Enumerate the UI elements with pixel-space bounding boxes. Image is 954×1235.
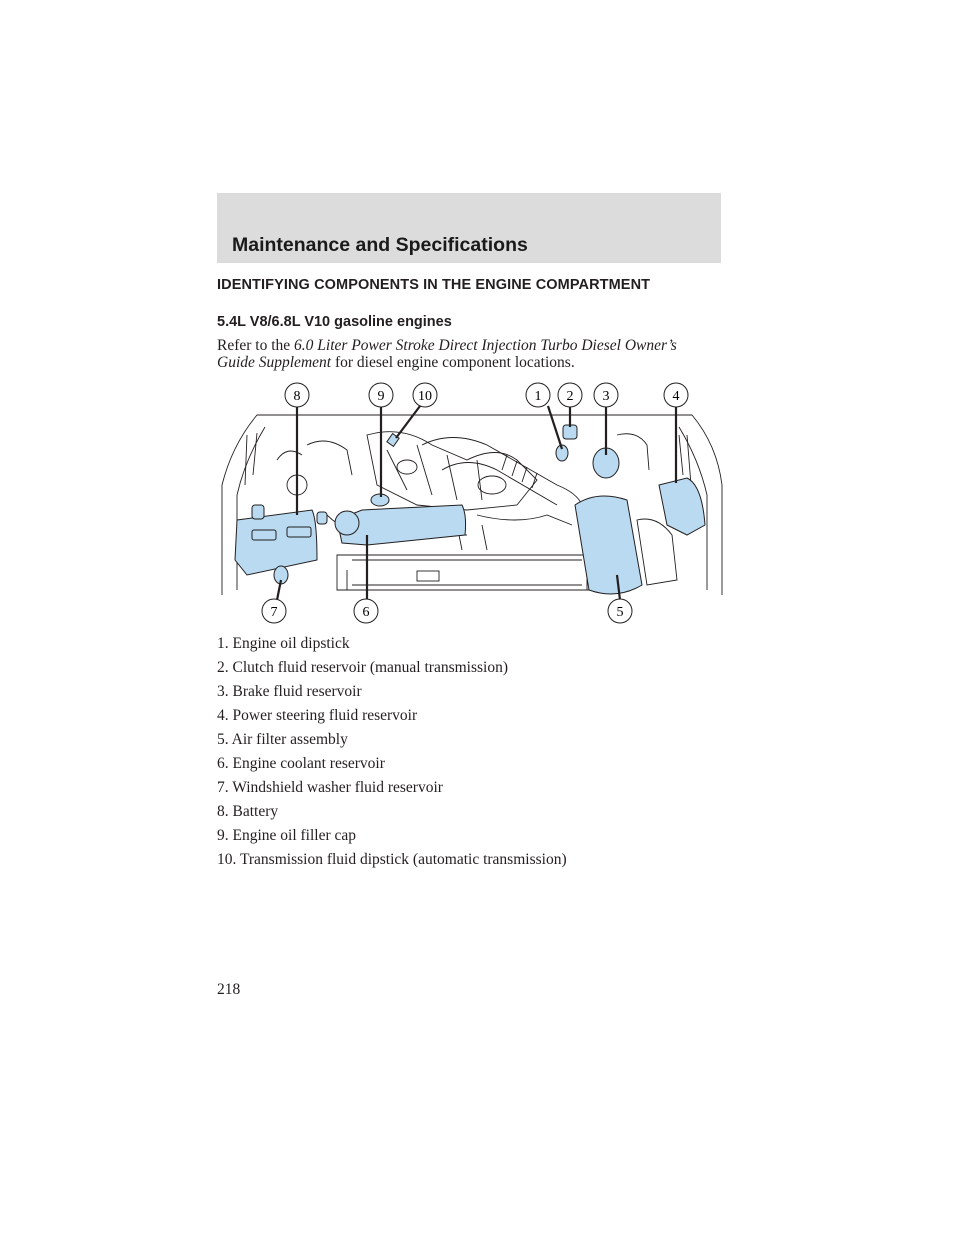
callout-6-label: 6: [362, 605, 370, 620]
callout-4-label: 4: [672, 389, 680, 404]
legend-item: 2. Clutch fluid reservoir (manual transmission): [217, 659, 508, 676]
callout-8: [285, 383, 309, 407]
intro-after: for diesel engine component locations.: [331, 354, 575, 371]
air-filter-shape: [575, 496, 642, 594]
callout-2: [558, 383, 582, 407]
legend-item: 1. Engine oil dipstick: [217, 635, 350, 652]
intro-before: Refer to the: [217, 337, 295, 354]
battery-cell-2: [287, 527, 311, 537]
callout-10-label: 10: [418, 389, 432, 404]
page-number: 218: [217, 981, 241, 998]
power-steering-reservoir-shape: [659, 478, 705, 535]
legend-item: 5. Air filter assembly: [217, 731, 348, 748]
callout-3: [594, 383, 618, 407]
callout-5: [608, 599, 632, 623]
intro-italic-title: 6.0 Liter Power Stroke Direct Injection Turbo Diesel Owner’s Guide Supplement: [217, 337, 677, 371]
callout-8-label: 8: [293, 389, 301, 404]
legend-item: 9. Engine oil filler cap: [217, 827, 357, 844]
section-heading: IDENTIFYING COMPONENTS IN THE ENGINE COMPARTMENT: [217, 277, 651, 293]
callout-5-label: 5: [616, 605, 624, 620]
callout-7-label: 7: [270, 605, 278, 620]
callout-9: [369, 383, 393, 407]
coolant-cap-shape: [335, 511, 359, 535]
legend-item: 3. Brake fluid reservoir: [217, 683, 362, 700]
callout-1: [526, 383, 550, 407]
engine-subheading: 5.4L V8/6.8L V10 gasoline engines: [217, 314, 452, 330]
battery-post-left: [252, 505, 264, 519]
battery-shape: [235, 510, 317, 575]
callout-10: [413, 383, 437, 407]
callout-1-label: 1: [534, 389, 542, 404]
header-band: [217, 193, 721, 263]
legend-item: 7. Windshield washer fluid reservoir: [217, 779, 443, 796]
legend-item: 8. Battery: [217, 803, 279, 820]
component-legend: [217, 635, 567, 875]
battery-cell-1: [252, 530, 276, 540]
callout-6: [354, 599, 378, 623]
page-title: Maintenance and Specifications: [232, 234, 528, 256]
callout-4: [664, 383, 688, 407]
callout-3-label: 3: [602, 389, 610, 404]
battery-post-right: [317, 512, 327, 524]
intro-paragraph: [217, 337, 717, 371]
callout-2-label: 2: [566, 389, 574, 404]
legend-item: 10. Transmission fluid dipstick (automatic transmission): [217, 851, 567, 868]
engine-compartment-diagram: [217, 375, 727, 630]
legend-item: 4. Power steering fluid reservoir: [217, 707, 418, 724]
clutch-reservoir-shape: [563, 425, 577, 439]
callout-7: [262, 599, 286, 623]
callout-9-label: 9: [377, 389, 385, 404]
legend-item: 6. Engine coolant reservoir: [217, 755, 385, 772]
